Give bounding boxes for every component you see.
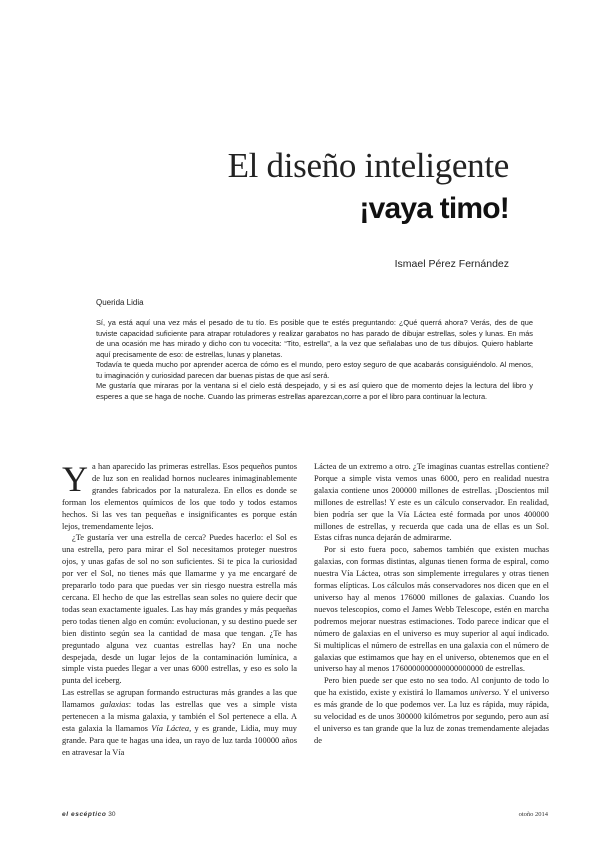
letter-greeting: Querida Lidia — [96, 298, 144, 307]
body-paragraph: Por si esto fuera poco, sabemos también que existen muchas galaxias, con formas distintas, algunas tienen forma de espiral, como nuestra Vía Láctea, otras son simplemente irregulares y otras tienen formas elípticas. Los cálculos más conservadores nos dicen que en el universo hay al menos 176000 millones de galaxias. Cuando los nuevos telescopios, como el James Webb Telescope, estén en marcha podremos mejorar nuestras estimaciones. Todo parece indicar que el número de galaxias en el universo es muy superior al aquí indicado. Si multiplicas el número de estrellas en una galaxia con el número de galaxias que estimamos que hay en el universo, obtenemos que en el universo hay al menos 1760000000000000000000 de estrellas. — [314, 545, 549, 674]
body-column-left — [62, 461, 297, 795]
intro-letter — [96, 318, 533, 402]
magazine-brand: el escéptico — [62, 811, 107, 818]
body-paragraph: Las estrellas se agrupan formando estructuras más grandes a las que llamamos galaxias: todas las estrellas que ves a simple vista pertenecen a la misma galaxia, y también el Sol pertenece a ella. A esta galaxia la llamamos Vía Láctea, y es grande, Lidia, muy muy grande. Para que te hagas una idea, un rayo de luz tarda 100000 años en atravesar la Vía — [62, 688, 297, 757]
intro-paragraph: Todavía te queda mucho por aprender acerca de cómo es el mundo, pero estoy seguro de que acabarás consiguiéndolo. Al menos, tu imaginación y curiosidad parecen dar buenas pistas de que así será. — [96, 360, 533, 380]
page-number: 30 — [108, 811, 116, 818]
author-name: Ismael Pérez Fernández — [394, 258, 509, 270]
body-column-right — [314, 461, 549, 795]
body-paragraph: Pero bien puede ser que esto no sea todo. Al conjunto de todo lo que ha existido, existe y existirá lo llamamos universo. Y el universo es más grande de lo que podemos ver. La luz es rápida, muy rápida, su velocidad es de unos 300000 kilómetros por segundo, pero aun así el universo es tan grande que la luz de zonas tremendamente alejadas de — [314, 676, 549, 745]
body-paragraph: Ya han aparecido las primeras estrellas. Esos pequeños puntos de luz son en realidad hornos nucleares inimaginablemente grandes fabricados por la naturaleza. En ellos es donde se forman los elementos químicos de los que todo y todos estamos hechos. Si las ves tan pequeñas e insignificantes es porque están lejos, tremendamente lejos. — [62, 461, 297, 531]
body-paragraph: Láctea de un extremo a otro. ¿Te imaginas cuantas estrellas contiene? Porque a simple vista vemos unas 6000, pero en realidad nuestra galaxia contiene unos 200000 millones de estrellas. ¡Doscientos mil millones de estrellas! Y este es un cálculo conservador. En realidad, bien podría ser que la Vía Láctea esté formada por unos 400000 millones de estrellas, y recuerda que cada una de ellas es un Sol. Estas cifras nunca dejarán de admirarme. — [314, 462, 549, 543]
drop-cap: Y — [62, 461, 88, 499]
article-title-line2: ¡vaya timo! — [359, 192, 509, 225]
intro-paragraph: Sí, ya está aquí una vez más el pesado de tu tío. Es posible que te estés preguntando: ¿Qué querrá ahora? Verás, des de que tuviste capacidad suficiente para atrapar rotuladores y realizar garabatos no has parado de dibujar estrellas, soles y lunas. En más de una ocasión me has mirado y dicho con tu vocecita: “Tito, estrella”, a la vez que señalabas uno de tus dibujos. Quiero hablarte aquí precisamente de eso: de estrellas, lunas y planetas. — [96, 318, 533, 359]
article-title-line1: El diseño inteligente — [227, 146, 509, 185]
intro-paragraph: Me gustaría que miraras por la ventana si el cielo está despejado, y si es así quiero que de momento dejes la lectura del libro y esperes a que se haga de noche. Cuando las primeras estrellas aparezcan,corre a por el libro para continuar la lectura. — [96, 381, 533, 401]
footer-magazine — [62, 811, 115, 818]
footer-date: otoño 2014 — [518, 811, 548, 818]
body-paragraph: ¿Te gustaría ver una estrella de cerca? Puedes hacerlo: el Sol es una estrella, pero para mirar el Sol necesitamos proteger nuestros ojos, y unas gafas de sol no son suficientes. Si te pica la curiosidad por ver el Sol, no tienes más que llamarme y ya me encargaré de prepararlo todo para que puedas ver sin riesgo nuestra estrella más cercana. El hecho de que las estrellas sean soles no quiere decir que todas sean exactamente iguales. Las hay más grandes y más pequeñas pero todas tienen algo en común: evolucionan, y su destino puede ser bien distinto según sea la cantidad de masa que tengan. ¿Te has preguntado alguna vez cuantas estrellas hay? En una noche despejada, desde un lugar lejos de la contaminación lumínica, a simple vista puedes llegar a ver unas 6000 estrellas, y eso es solo la punta del iceberg. — [62, 533, 297, 686]
